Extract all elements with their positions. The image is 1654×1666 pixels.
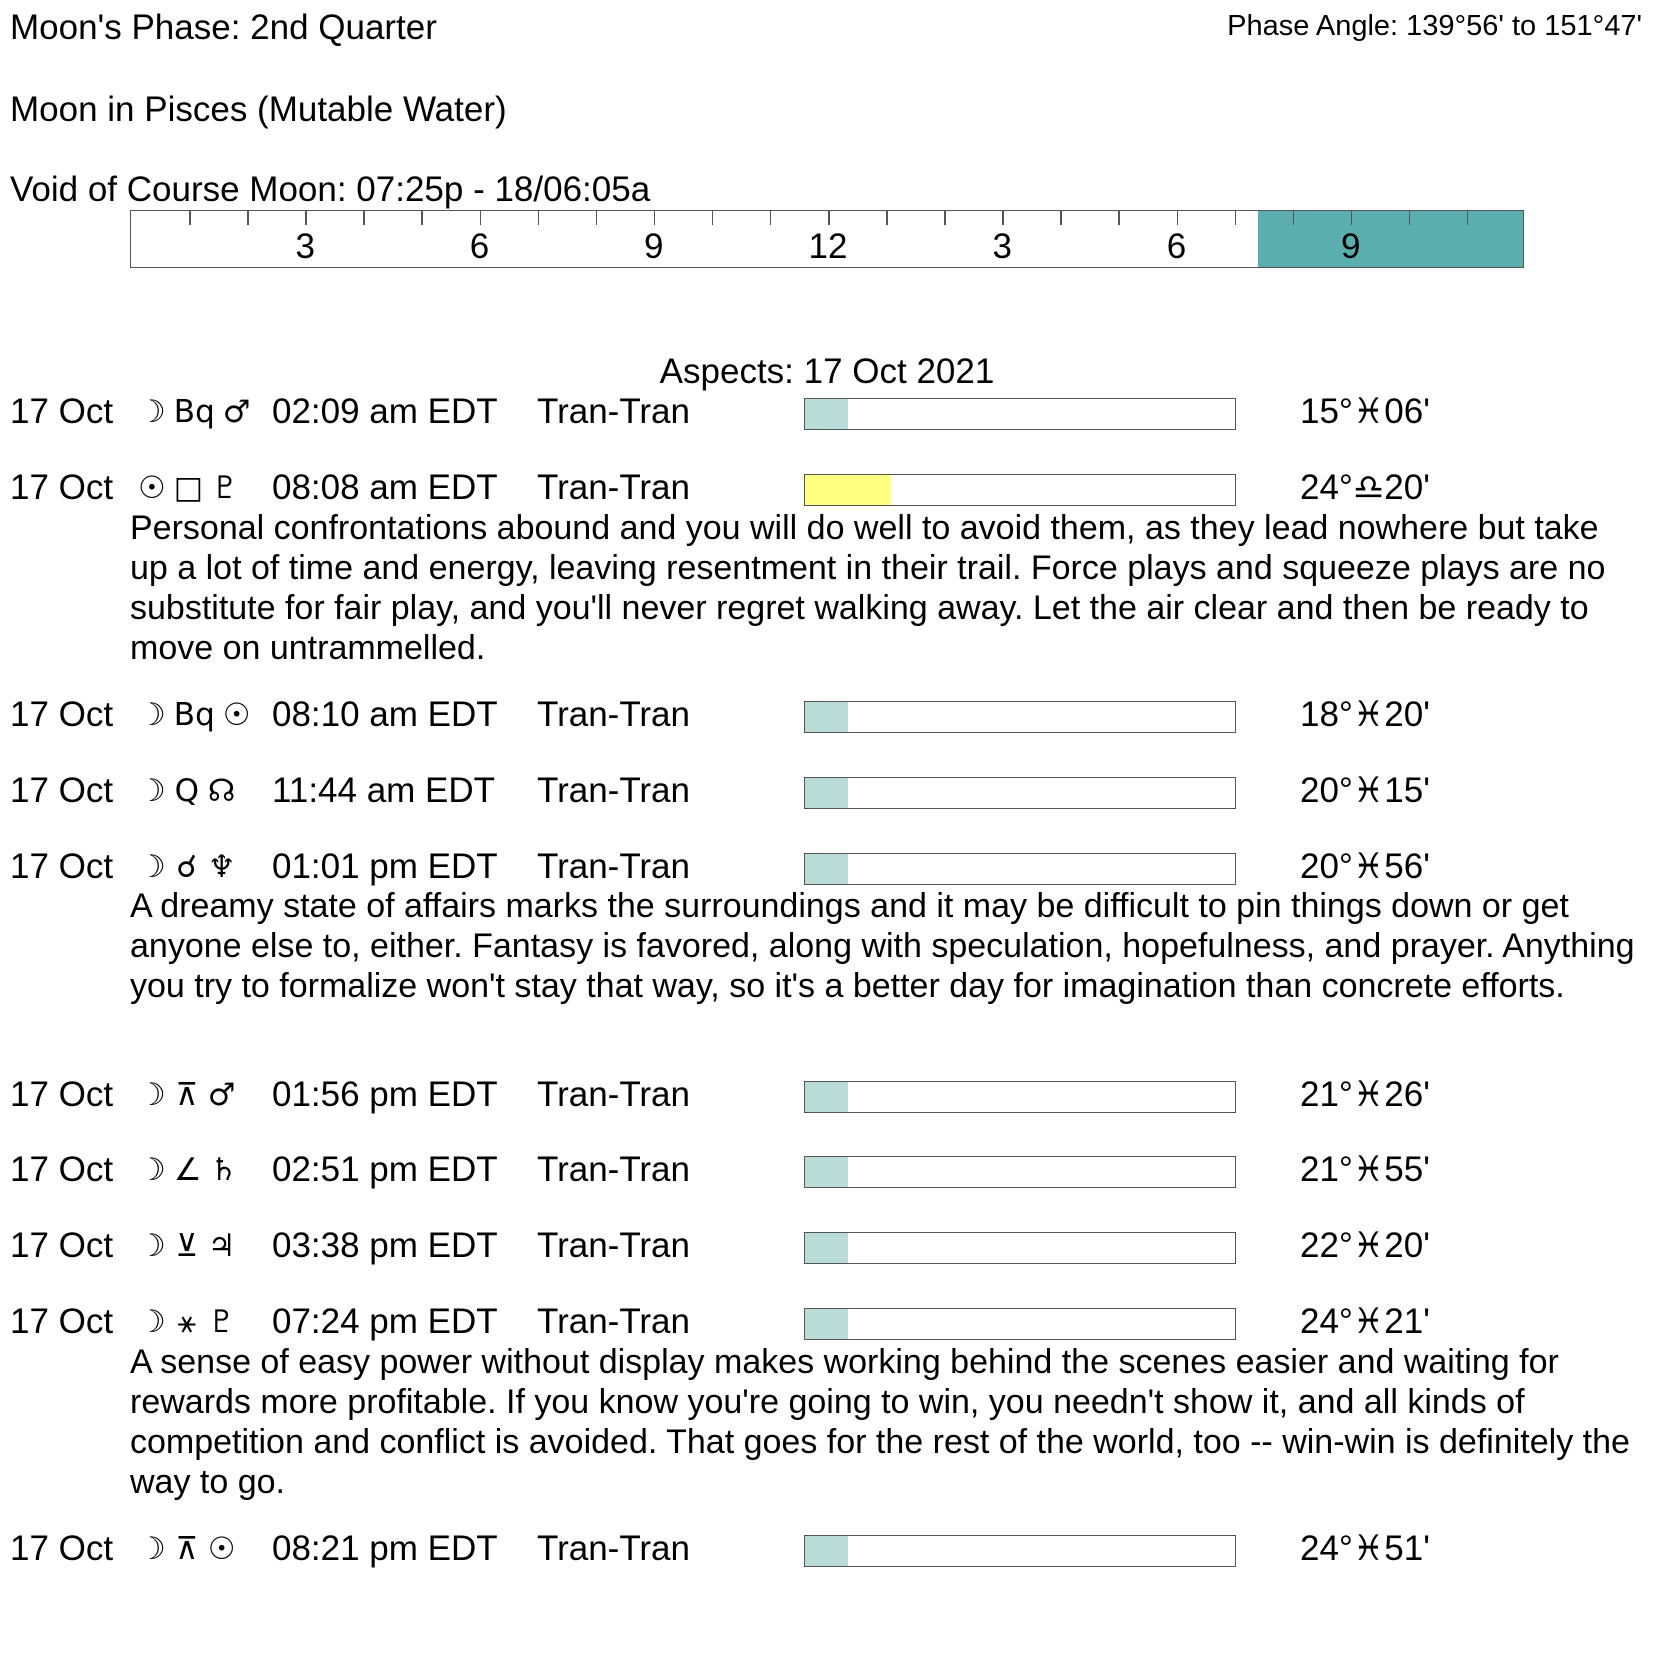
aspect-strength-fill bbox=[805, 1536, 848, 1566]
timeline-tick bbox=[1293, 211, 1295, 225]
timeline-tick bbox=[886, 211, 888, 225]
aspect-interpretation: Personal confrontations abound and you will do well to avoid them, as they lead nowhere but take up a lot of time and energy, leaving resentment in their trail. Force plays and squeeze plays are no substitute for fair play, and you'll never regret walking away. Let the air clear and then be ready to move on untrammelled. bbox=[130, 509, 1606, 667]
planet-glyph-icon: ♇ bbox=[211, 470, 239, 506]
aspect-strength-bar bbox=[804, 1232, 1236, 1264]
aspect-row bbox=[10, 847, 1640, 887]
aspect-time: 07:24 pm EDT bbox=[272, 1302, 498, 1341]
timeline-tick bbox=[1177, 211, 1179, 225]
timeline-tick bbox=[247, 211, 249, 225]
planet-glyph-icon: ☊ bbox=[207, 773, 236, 809]
planet-glyph-icon: ♂ bbox=[222, 394, 251, 430]
aspect-position: 20°♓15' bbox=[1300, 771, 1430, 810]
void-of-course-label: Void of Course Moon: 07:25p - 18/06:05a bbox=[10, 170, 651, 209]
void-of-course-timeline bbox=[130, 210, 1524, 268]
aspect-row bbox=[10, 1075, 1640, 1115]
aspect-strength-fill bbox=[805, 1157, 848, 1187]
aspect-kind: Tran-Tran bbox=[537, 1529, 690, 1568]
planet-glyph-icon: ☽ bbox=[138, 1531, 166, 1567]
aspect-date: 17 Oct bbox=[10, 1226, 114, 1265]
aspect-glyph-icon: ∠ bbox=[173, 1152, 202, 1188]
aspect-position: 21°♓55' bbox=[1300, 1150, 1430, 1189]
aspect-time: 02:09 am EDT bbox=[272, 392, 498, 431]
aspect-kind: Tran-Tran bbox=[537, 392, 690, 431]
aspect-kind: Tran-Tran bbox=[537, 1226, 690, 1265]
timeline-tick bbox=[1467, 211, 1469, 225]
planet-glyph-icon: ☉ bbox=[138, 470, 166, 506]
timeline-tick bbox=[770, 211, 772, 225]
timeline-hour-label: 3 bbox=[992, 227, 1012, 266]
aspect-interpretation: A dreamy state of affairs marks the surroundings and it may be difficult to pin things down or get anyone else to, either. Fantasy is favored, along with speculation, hopefulness, and prayer. Anything you try to formalize won't stay that way, so it's a better day for imagination than concrete efforts. bbox=[130, 887, 1635, 1005]
aspect-strength-fill bbox=[805, 778, 848, 808]
aspect-glyphs bbox=[138, 468, 239, 508]
aspect-strength-fill bbox=[805, 702, 848, 732]
aspect-glyphs bbox=[138, 695, 251, 735]
timeline-tick bbox=[480, 211, 482, 225]
aspect-kind: Tran-Tran bbox=[537, 847, 690, 886]
planet-glyph-icon: ☽ bbox=[138, 849, 166, 885]
aspect-position: 24°♎20' bbox=[1300, 468, 1430, 507]
timeline-tick bbox=[828, 211, 830, 225]
aspect-date: 17 Oct bbox=[10, 1150, 114, 1189]
aspect-strength-fill bbox=[805, 1309, 848, 1339]
aspect-position: 20°♓56' bbox=[1300, 847, 1430, 886]
aspect-strength-fill bbox=[805, 475, 891, 505]
aspect-kind: Tran-Tran bbox=[537, 695, 690, 734]
aspect-strength-fill bbox=[805, 854, 848, 884]
timeline-tick bbox=[363, 211, 365, 225]
void-of-course-fill bbox=[1258, 211, 1524, 267]
aspect-date: 17 Oct bbox=[10, 695, 114, 734]
aspect-strength-fill bbox=[805, 1082, 848, 1112]
aspects-heading: Aspects: 17 Oct 2021 bbox=[659, 352, 995, 391]
aspect-row bbox=[10, 1302, 1640, 1342]
aspect-date: 17 Oct bbox=[10, 1529, 114, 1568]
planet-glyph-icon: ♇ bbox=[207, 1304, 236, 1340]
aspect-kind: Tran-Tran bbox=[537, 1075, 690, 1114]
planet-glyph-icon: ☉ bbox=[207, 1531, 236, 1567]
aspect-row bbox=[10, 1529, 1640, 1569]
planet-glyph-icon: ☽ bbox=[138, 697, 166, 733]
planet-glyph-icon: ☽ bbox=[138, 1152, 166, 1188]
planet-glyph-icon: ♄ bbox=[209, 1152, 238, 1188]
timeline-hour-label: 9 bbox=[644, 227, 664, 266]
aspect-row bbox=[10, 695, 1640, 735]
aspect-date: 17 Oct bbox=[10, 1302, 114, 1341]
aspect-glyphs bbox=[138, 392, 251, 432]
aspect-position: 21°♓26' bbox=[1300, 1075, 1430, 1114]
aspect-strength-bar bbox=[804, 1308, 1236, 1340]
aspect-position: 22°♓20' bbox=[1300, 1226, 1430, 1265]
aspect-strength-bar bbox=[804, 1081, 1236, 1113]
timeline-tick bbox=[1235, 211, 1237, 225]
aspect-glyph-icon: ⊼ bbox=[175, 1077, 199, 1113]
aspect-date: 17 Oct bbox=[10, 771, 114, 810]
timeline-hour-label: 3 bbox=[295, 227, 315, 266]
timeline-hour-label: 9 bbox=[1341, 227, 1361, 266]
timeline-tick bbox=[538, 211, 540, 225]
aspect-time: 01:56 pm EDT bbox=[272, 1075, 498, 1114]
timeline-tick bbox=[596, 211, 598, 225]
aspect-time: 08:21 pm EDT bbox=[272, 1529, 498, 1568]
aspect-glyphs bbox=[138, 1226, 236, 1266]
aspect-row bbox=[10, 1150, 1640, 1190]
aspect-kind: Tran-Tran bbox=[537, 771, 690, 810]
aspect-glyphs bbox=[138, 1302, 236, 1342]
aspect-glyph-icon: Bq bbox=[173, 394, 215, 430]
planet-glyph-icon: ☽ bbox=[138, 1077, 166, 1113]
aspect-strength-bar bbox=[804, 474, 1236, 506]
aspect-row bbox=[10, 1226, 1640, 1266]
aspect-row bbox=[10, 392, 1640, 432]
aspect-strength-bar bbox=[804, 1156, 1236, 1188]
aspect-time: 11:44 am EDT bbox=[272, 771, 496, 810]
timeline-tick bbox=[1118, 211, 1120, 225]
planet-glyph-icon: ♆ bbox=[207, 849, 236, 885]
aspect-date: 17 Oct bbox=[10, 392, 114, 431]
timeline-hour-label: 6 bbox=[469, 227, 490, 266]
planet-glyph-icon: ☽ bbox=[138, 1228, 166, 1264]
aspect-position: 24°♓51' bbox=[1300, 1529, 1430, 1568]
aspect-glyph-icon: □ bbox=[173, 470, 204, 506]
planet-glyph-icon: ☉ bbox=[222, 697, 251, 733]
aspect-time: 02:51 pm EDT bbox=[272, 1150, 498, 1189]
aspect-row bbox=[10, 468, 1640, 508]
aspect-date: 17 Oct bbox=[10, 847, 114, 886]
aspect-kind: Tran-Tran bbox=[537, 1150, 690, 1189]
planet-glyph-icon: ☽ bbox=[138, 394, 166, 430]
aspect-glyph-icon: ⊻ bbox=[175, 1228, 199, 1264]
aspect-strength-fill bbox=[805, 399, 848, 429]
phase-angle-label: Phase Angle: 139°56' to 151°47' bbox=[1227, 10, 1642, 42]
aspect-glyphs bbox=[138, 847, 236, 887]
aspect-time: 08:10 am EDT bbox=[272, 695, 498, 734]
timeline-tick bbox=[421, 211, 423, 225]
planet-glyph-icon: ☽ bbox=[138, 773, 166, 809]
aspect-strength-bar bbox=[804, 398, 1236, 430]
timeline-tick bbox=[654, 211, 656, 225]
timeline-hour-label: 6 bbox=[1166, 227, 1187, 266]
aspect-kind: Tran-Tran bbox=[537, 1302, 690, 1341]
moon-phase-label: Moon's Phase: 2nd Quarter bbox=[10, 8, 437, 47]
timeline-tick bbox=[305, 211, 307, 225]
timeline-tick bbox=[1060, 211, 1062, 225]
aspect-time: 03:38 pm EDT bbox=[272, 1226, 498, 1265]
timeline-hour-label: 12 bbox=[808, 227, 848, 266]
aspect-strength-fill bbox=[805, 1233, 848, 1263]
aspect-position: 24°♓21' bbox=[1300, 1302, 1430, 1341]
timeline-tick bbox=[944, 211, 946, 225]
aspect-glyphs bbox=[138, 1075, 236, 1115]
timeline-tick bbox=[1351, 211, 1353, 225]
aspect-strength-bar bbox=[804, 777, 1236, 809]
aspect-interpretation: A sense of easy power without display makes working behind the scenes easier and waiting for rewards more profitable. If you know you're going to win, you needn't show it, and all kinds of competition and conflict is avoided. That goes for the rest of the world, too -- win-win is definitely the way to go. bbox=[130, 1343, 1630, 1501]
aspect-glyph-icon: Bq bbox=[173, 697, 215, 733]
aspect-time: 08:08 am EDT bbox=[272, 468, 498, 507]
aspect-glyph-icon: ⚹ bbox=[177, 1304, 197, 1340]
aspect-glyph-icon: Q bbox=[174, 773, 199, 809]
planet-glyph-icon: ☽ bbox=[138, 1304, 166, 1340]
timeline-tick bbox=[189, 211, 191, 225]
aspect-glyphs bbox=[138, 1529, 236, 1569]
planet-glyph-icon: ♂ bbox=[207, 1077, 236, 1113]
aspect-date: 17 Oct bbox=[10, 1075, 114, 1114]
aspect-row bbox=[10, 771, 1640, 811]
aspect-glyph-icon: ☌ bbox=[176, 849, 198, 885]
planet-glyph-icon: ♃ bbox=[207, 1228, 236, 1264]
aspect-time: 01:01 pm EDT bbox=[272, 847, 498, 886]
aspect-glyphs bbox=[138, 771, 235, 811]
aspect-strength-bar bbox=[804, 853, 1236, 885]
timeline-tick bbox=[1409, 211, 1411, 225]
timeline-tick bbox=[712, 211, 714, 225]
aspect-kind: Tran-Tran bbox=[537, 468, 690, 507]
aspect-glyphs bbox=[138, 1150, 237, 1190]
aspect-strength-bar bbox=[804, 701, 1236, 733]
timeline-tick bbox=[1002, 211, 1004, 225]
aspect-position: 18°♓20' bbox=[1300, 695, 1430, 734]
aspect-glyph-icon: ⊼ bbox=[175, 1531, 199, 1567]
moon-sign-label: Moon in Pisces (Mutable Water) bbox=[10, 90, 507, 129]
aspect-strength-bar bbox=[804, 1535, 1236, 1567]
aspect-position: 15°♓06' bbox=[1300, 392, 1430, 431]
aspect-date: 17 Oct bbox=[10, 468, 114, 507]
